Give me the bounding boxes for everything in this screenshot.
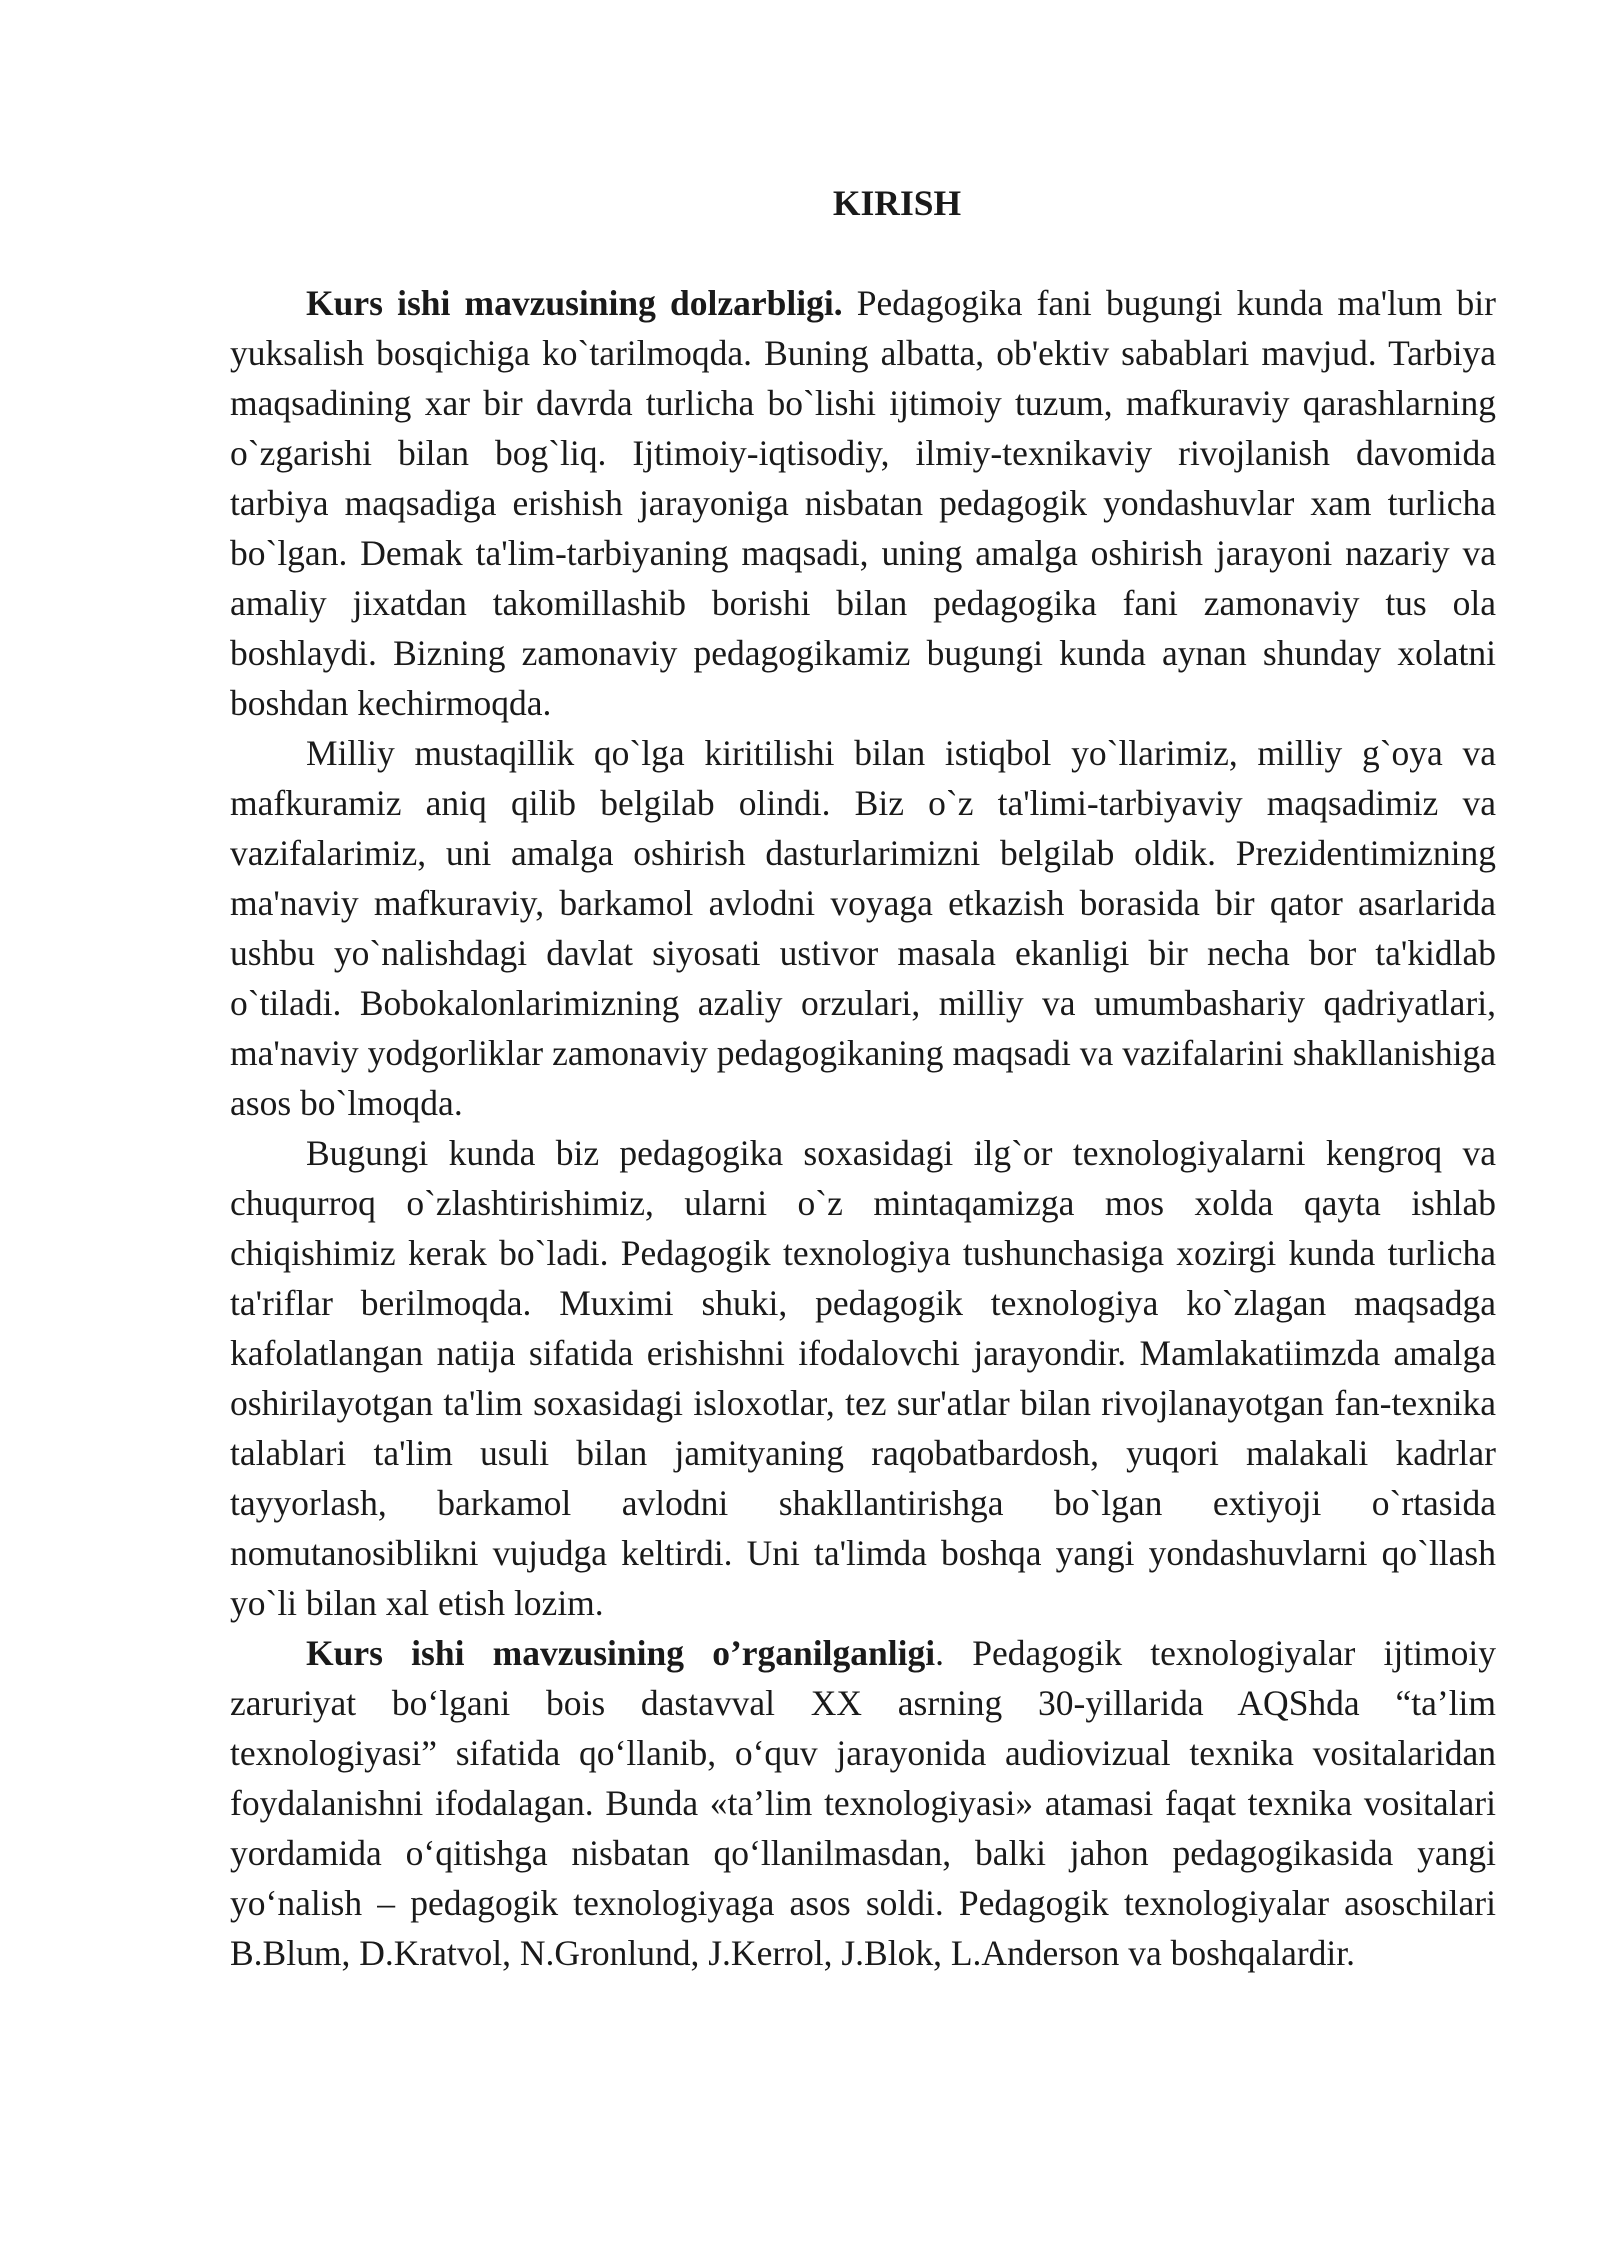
page-title: KIRISH bbox=[832, 183, 962, 223]
paragraph-lead: Kurs ishi mavzusining o’rganilganligi bbox=[306, 1633, 936, 1673]
paragraph-text: . Pedagogik texnologiyalar ijtimoiy zaruriyat bo‘lgani bois dastavval XX asrning 30-yillarida AQShda “ta’lim texnologiyasi” sifatida qo‘llanib, o‘quv jarayonida audiovizual texnika vositalaridan foydalanishni ifodalagan. Bunda «ta’lim texnologiyasi» atamasi faqat texnika vositalari yordamida o‘qitishga nisbatan qo‘llanilmasdan, balki jahon pedagogikasida yangi yo‘nalish – pedagogik texnologiyaga asos soldi. Pedagogik texnologiyalar asoschilari B.Blum, D.Kratvol, N.Gronlund, J.Kerrol, J.Blok, L.Anderson va boshqalardir. bbox=[230, 1633, 1496, 1973]
document-body bbox=[230, 178, 1496, 1978]
paragraph-text: Bugungi kunda biz pedagogika soxasidagi ilg`or texnologiyalarni kengroq va chuqurroq o`zlashtirishimiz, ularni o`z mintaqamizga mos xolda qayta ishlab chiqishimiz kerak bo`ladi. Pedagogik texnologiya tushunchasiga xozirgi kunda turlicha ta'riflar berilmoqda. Muximi shuki, pedagogik texnologiya ko`zlagan maqsadga kafolatlangan natija sifatida erishishni ifodalovchi jarayondir. Mamlakatiimzda amalga oshirilayotgan ta'lim soxasidagi isloxotlar, tez sur'atlar bilan rivojlanayotgan fan-texnika talablari ta'lim usuli bilan jamityaning raqobatbardosh, yuqori malakali kadrlar tayyorlash, barkamol avlodni shakllantirishga bo`lgan extiyoji o`rtasida nomutanosiblikni vujudga keltirdi. Uni ta'limda boshqa yangi yondashuvlarni qo`llash yo`li bilan xal etish lozim. bbox=[230, 1133, 1496, 1623]
paragraph-lead: Kurs ishi mavzusining dolzarbligi. bbox=[306, 283, 843, 323]
paragraph-technology bbox=[230, 1128, 1496, 1628]
paragraph-text: Pedagogika fani bugungi kunda ma'lum bir yuksalish bosqichiga ko`tarilmoqda. Buning albatta, ob'ektiv sabablari mavjud. Tarbiya maqsadining xar bir davrda turlicha bo`lishi ijtimoiy tuzum, mafkuraviy qarashlarning o`zgarishi bilan bog`liq. Ijtimoiy-iqtisodiy, ilmiy-texnikaviy rivojlanish davomida tarbiya maqsadiga erishish jarayoniga nisbatan pedagogik yondashuvlar xam turlicha bo`lgan. Demak ta'lim-tarbiyaning maqsadi, uning amalga oshirish jarayoni nazariy va amaliy jixatdan takomillashib borishi bilan pedagogika fani zamonaviy tus ola boshlaydi. Bizning zamonaviy pedagogikamiz bugungi kunda aynan shunday xolatni boshdan kechirmoqda. bbox=[230, 283, 1496, 723]
paragraph-text: Milliy mustaqillik qo`lga kiritilishi bilan istiqbol yo`llarimiz, milliy g`oya va mafkuramiz aniq qilib belgilab olindi. Biz o`z ta'limi-tarbiyaviy maqsadimiz va vazifalarimiz, uni amalga oshirish dasturlarimizni belgilab oldik. Prezidentimizning ma'naviy mafkuraviy, barkamol avlodni voyaga etkazish borasida bir qator asarlarida ushbu yo`nalishdagi davlat siyosati ustivor masala ekanligi bir necha bor ta'kidlab o`tiladi. Bobokalonlarimizning azaliy orzulari, milliy va umumbashariy qadriyatlari, ma'naviy yodgorliklar zamonaviy pedagogikaning maqsadi va vazifalarini shakllanishiga asos bo`lmoqda. bbox=[230, 733, 1496, 1123]
paragraph-study-level bbox=[230, 1628, 1496, 1978]
paragraph-relevance bbox=[230, 278, 1496, 728]
paragraph-independence bbox=[230, 728, 1496, 1128]
